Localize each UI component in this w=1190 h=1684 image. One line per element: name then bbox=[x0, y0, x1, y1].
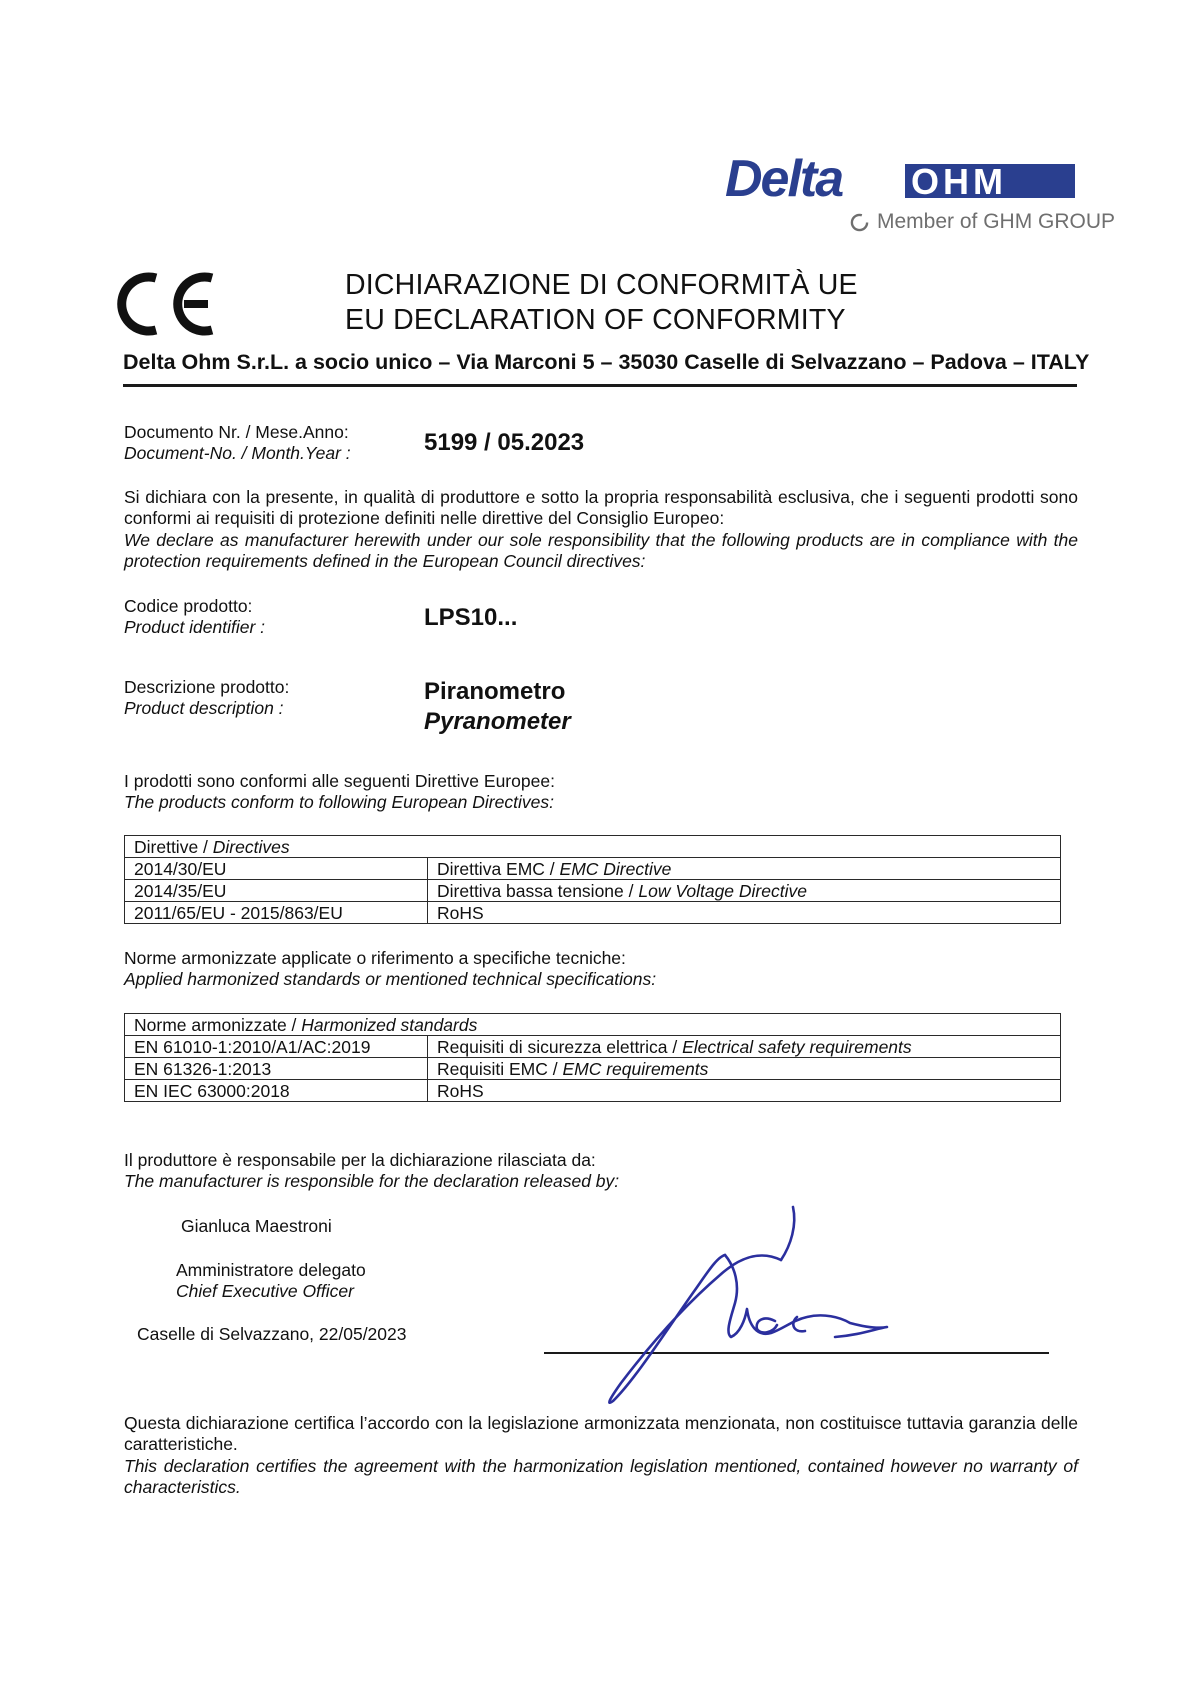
standards-intro-it: Norme armonizzate applicate o riferimento a specifiche tecniche: bbox=[124, 948, 626, 968]
product-description-label bbox=[124, 677, 289, 719]
standard-description bbox=[428, 1058, 1061, 1080]
product-description-en: Pyranometer bbox=[424, 708, 571, 735]
desc-it: Direttiva bassa tensione / bbox=[437, 880, 639, 901]
desc-en: Electrical safety requirements bbox=[682, 1036, 912, 1057]
directives-intro-it: I prodotti sono conformi alle seguenti Direttive Europee: bbox=[124, 771, 555, 791]
delta-ohm-wordmark bbox=[725, 150, 1075, 205]
standards-intro bbox=[124, 948, 656, 990]
desc-it: Requisiti di sicurezza elettrica / bbox=[437, 1036, 683, 1057]
document-title bbox=[345, 268, 858, 338]
product-code-label-en: Product identifier : bbox=[124, 617, 266, 637]
directive-description bbox=[428, 880, 1061, 902]
table-row bbox=[125, 1058, 1061, 1080]
table-row bbox=[125, 858, 1061, 880]
header-en: Directives bbox=[212, 836, 290, 857]
title-english: EU DECLARATION OF CONFORMITY bbox=[345, 304, 846, 336]
signer-role-it: Amministratore delegato bbox=[176, 1260, 366, 1280]
desc-it: RoHS bbox=[437, 1080, 484, 1101]
directives-table-header bbox=[125, 836, 1061, 858]
table-row bbox=[125, 902, 1061, 924]
header-it: Norme armonizzate / bbox=[134, 1014, 302, 1035]
directive-code: 2014/30/EU bbox=[125, 858, 428, 880]
declaration-intro-it: Si dichiara con la presente, in qualità di produttore e sotto la propria responsabilità esclusiva, che i seguenti prodotti sono conformi ai requisiti di protezione definiti nelle direttive del Consiglio Europeo: bbox=[124, 487, 1078, 529]
standards-intro-en: Applied harmonized standards or mentioned technical specifications: bbox=[124, 969, 657, 989]
header-it: Direttive / bbox=[134, 836, 213, 857]
desc-it: RoHS bbox=[437, 902, 484, 923]
desc-it: Direttiva EMC / bbox=[437, 858, 560, 879]
document-number-label bbox=[124, 422, 351, 464]
standard-code: EN 61010-1:2010/A1/AC:2019 bbox=[125, 1036, 428, 1058]
ce-mark-icon bbox=[116, 268, 220, 340]
footer-en: This declaration certifies the agreement with the harmonization legislation mentioned, contained however no warranty of characteristics. bbox=[124, 1455, 1078, 1497]
product-description-label-it: Descrizione prodotto: bbox=[124, 677, 290, 697]
signer-role-en: Chief Executive Officer bbox=[176, 1281, 354, 1301]
signer-role bbox=[176, 1260, 366, 1302]
svg-text:OHM: OHM bbox=[911, 161, 1007, 202]
standards-table bbox=[124, 1013, 1061, 1102]
responsibility-statement bbox=[124, 1150, 619, 1192]
footer-it: Questa dichiarazione certifica l’accordo con la legislazione armonizzata menzionata, non costituisce tuttavia garanzia delle caratteristiche. bbox=[124, 1413, 1078, 1455]
standard-description bbox=[428, 1080, 1061, 1102]
place-and-date: Caselle di Selvazzano, 22/05/2023 bbox=[137, 1324, 407, 1344]
responsibility-en: The manufacturer is responsible for the declaration released by: bbox=[124, 1171, 620, 1191]
product-description-label-en: Product description : bbox=[124, 698, 284, 718]
product-code-label bbox=[124, 596, 265, 638]
standard-code: EN IEC 63000:2018 bbox=[125, 1080, 428, 1102]
responsibility-it: Il produttore è responsabile per la dichiarazione rilasciata da: bbox=[124, 1150, 596, 1170]
desc-en: Low Voltage Directive bbox=[638, 880, 807, 901]
directive-code: 2011/65/EU - 2015/863/EU bbox=[125, 902, 428, 924]
product-code-label-it: Codice prodotto: bbox=[124, 596, 253, 616]
logo-member-line bbox=[850, 210, 1115, 234]
svg-text:Delta: Delta bbox=[725, 150, 843, 205]
product-description-value bbox=[424, 677, 571, 737]
declaration-intro-en: We declare as manufacturer herewith under our sole responsibility that the following products are in compliance with the protection requirements defined in the European Council directives: bbox=[124, 529, 1078, 571]
table-row bbox=[125, 880, 1061, 902]
document-number-label-en: Document-No. / Month.Year : bbox=[124, 443, 351, 463]
table-row bbox=[125, 1080, 1061, 1102]
table-header-cell bbox=[125, 1014, 1061, 1036]
directives-intro-en: The products conform to following European Directives: bbox=[124, 792, 554, 812]
table-row bbox=[125, 1036, 1061, 1058]
declaration-intro bbox=[124, 487, 1078, 572]
directives-intro bbox=[124, 771, 555, 813]
document-number-label-it: Documento Nr. / Mese.Anno: bbox=[124, 422, 349, 442]
ghm-ring-icon bbox=[850, 213, 869, 232]
company-logo bbox=[725, 150, 1116, 245]
directive-description bbox=[428, 858, 1061, 880]
standards-table-header bbox=[125, 1014, 1061, 1036]
table-header-cell bbox=[125, 836, 1061, 858]
company-address: Delta Ohm S.r.L. a socio unico – Via Marconi 5 – 35030 Caselle di Selvazzano – Padova – ITALY bbox=[123, 350, 1090, 374]
product-description-it: Piranometro bbox=[424, 678, 566, 705]
desc-en: EMC Directive bbox=[559, 858, 672, 879]
directive-code: 2014/35/EU bbox=[125, 880, 428, 902]
signer-name: Gianluca Maestroni bbox=[181, 1216, 332, 1236]
product-code-value: LPS10... bbox=[424, 604, 518, 631]
handwritten-signature bbox=[535, 1205, 925, 1415]
standard-code: EN 61326-1:2013 bbox=[125, 1058, 428, 1080]
header-en: Harmonized standards bbox=[301, 1014, 478, 1035]
title-italian: DICHIARAZIONE DI CONFORMITÀ UE bbox=[345, 269, 858, 301]
standard-description bbox=[428, 1036, 1061, 1058]
desc-it: Requisiti EMC / bbox=[437, 1058, 563, 1079]
header-divider bbox=[123, 384, 1077, 387]
desc-en: EMC requirements bbox=[562, 1058, 709, 1079]
document-number-value: 5199 / 05.2023 bbox=[424, 429, 585, 456]
logo-member-text: Member of GHM GROUP bbox=[877, 210, 1116, 233]
footer-disclaimer bbox=[124, 1413, 1078, 1498]
directives-table bbox=[124, 835, 1061, 924]
directive-description bbox=[428, 902, 1061, 924]
